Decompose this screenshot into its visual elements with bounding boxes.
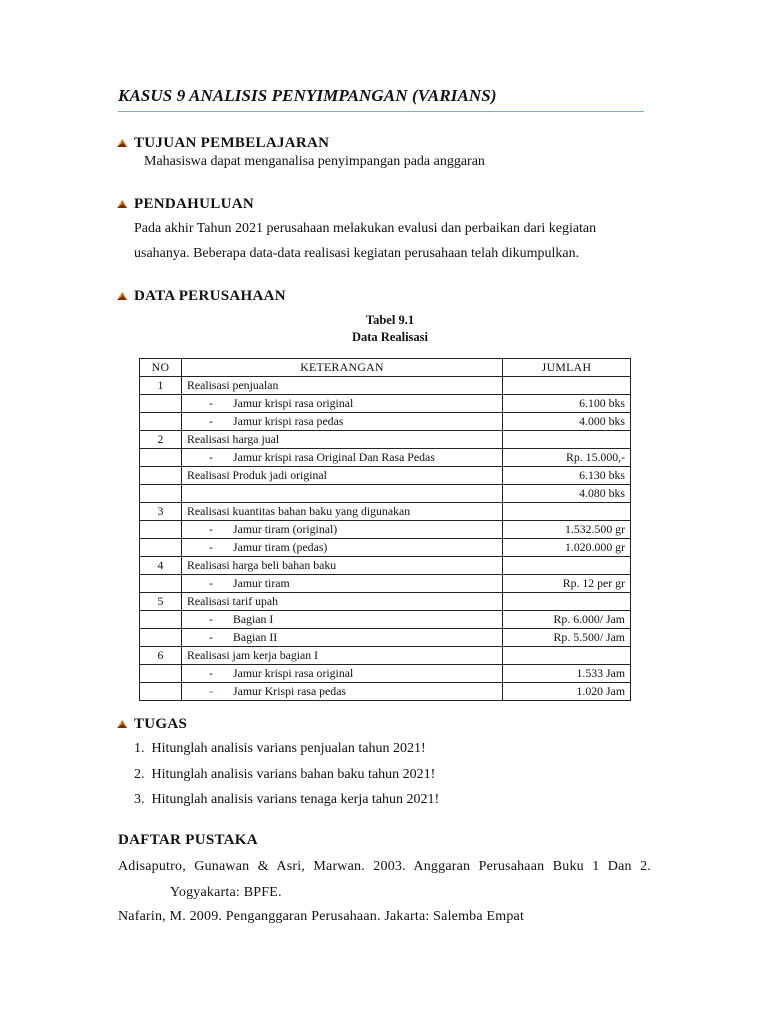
dash-marker: - [209,684,213,698]
pendahuluan-line-1: Pada akhir Tahun 2021 perusahaan melakukan evalusi dan perbaikan dari kegiatan [134,221,597,236]
cell-keterangan-text: Jamur tiram (original) [233,522,338,536]
cell-jumlah [503,647,631,665]
cell-keterangan [182,647,503,665]
triangle-bullet-icon [116,717,128,729]
cell-jumlah: 1.020.000 gr [503,539,631,557]
heading-pendahuluan-text: PENDAHULUAN [134,196,254,212]
cell-jumlah: 1.533 Jam [503,665,631,683]
table-row [140,557,631,575]
cell-keterangan-text: Jamur krispi rasa Original Dan Rasa Pedas [233,450,435,464]
table-row [140,611,631,629]
tugas-item-3: 3. Hitunglah analisis varians tenaga kerja tahun 2021! [134,792,440,807]
cell-no [140,449,182,467]
cell-jumlah: Rp. 5.500/ Jam [503,629,631,647]
cell-keterangan [182,593,503,611]
cell-jumlah: Rp. 12 per gr [503,575,631,593]
cell-jumlah: 1.020 Jam [503,683,631,701]
cell-no [140,575,182,593]
cell-jumlah: 4.080 bks [503,485,631,503]
reference-2: Nafarin, M. 2009. Penganggaran Perusahaan. Jakarta: Salemba Empat [118,909,525,924]
cell-keterangan [182,683,503,701]
cell-keterangan-text: Jamur tiram [233,576,290,590]
cell-jumlah [503,431,631,449]
dash-marker: - [209,576,213,590]
cell-keterangan [182,611,503,629]
table-row [140,683,631,701]
cell-keterangan-text: Realisasi jam kerja bagian I [187,648,319,662]
cell-jumlah: 1.532.500 gr [503,521,631,539]
cell-jumlah [503,593,631,611]
cell-no [140,629,182,647]
cell-no: 6 [140,647,182,665]
cell-keterangan-text: Realisasi tarif upah [187,594,279,608]
cell-keterangan-text: Bagian II [233,630,278,644]
cell-jumlah [503,503,631,521]
cell-no [140,395,182,413]
cell-keterangan [182,575,503,593]
cell-keterangan [182,377,503,395]
cell-jumlah: Rp. 15.000,- [503,449,631,467]
tujuan-text: Mahasiswa dapat menganalisa penyimpangan pada anggaran [144,154,485,169]
table-row [140,503,631,521]
cell-keterangan [182,629,503,647]
dash-marker: - [209,450,213,464]
table-row [140,647,631,665]
reference-1-line-1: Adisaputro, Gunawan & Asri, Marwan. 2003. Anggaran Perusahaan Buku 1 Dan 2. [118,859,651,874]
heading-tugas-text: TUGAS [134,716,188,732]
heading-daftar-pustaka: DAFTAR PUSTAKA [118,832,258,848]
heading-tujuan [116,135,329,152]
table-header-row [140,359,631,377]
tugas-item-2: 2. Hitunglah analisis varians bahan baku tahun 2021! [134,767,436,782]
tugas-item-3-text: Hitunglah analisis varians tenaga kerja tahun 2021! [151,792,440,807]
heading-data-perusahaan [116,288,286,305]
cell-keterangan [182,521,503,539]
dash-marker: - [209,522,213,536]
cell-no: 1 [140,377,182,395]
table-row [140,521,631,539]
dash-marker: - [209,414,213,428]
table-row [140,593,631,611]
table-row [140,377,631,395]
cell-keterangan-text: Jamur krispi rasa original [233,666,354,680]
header-keterangan: KETERANGAN [182,359,503,377]
cell-jumlah: Rp. 6.000/ Jam [503,611,631,629]
cell-keterangan-text: Realisasi harga jual [187,432,280,446]
cell-keterangan [182,449,503,467]
cell-keterangan-text: Bagian I [233,612,274,626]
table-row [140,413,631,431]
cell-keterangan-text: Realisasi Produk jadi original [187,468,327,482]
heading-tujuan-text: TUJUAN PEMBELAJARAN [134,135,330,151]
triangle-bullet-icon [116,136,128,148]
triangle-bullet-icon [116,289,128,301]
table-row [140,629,631,647]
cell-keterangan [182,503,503,521]
cell-keterangan [182,413,503,431]
table-row [140,449,631,467]
cell-no [140,467,182,485]
cell-jumlah: 4.000 bks [503,413,631,431]
cell-no [140,539,182,557]
cell-keterangan [182,395,503,413]
cell-no [140,611,182,629]
table-caption-title: Data Realisasi [351,330,429,344]
cell-keterangan [182,467,503,485]
data-realisasi-table [139,358,631,701]
table-row [140,431,631,449]
table-row [140,485,631,503]
table-row [140,575,631,593]
heading-pendahuluan [116,196,254,213]
cell-keterangan [182,557,503,575]
cell-jumlah [503,377,631,395]
table-row [140,539,631,557]
cell-keterangan-text: Realisasi penjualan [187,378,279,392]
cell-keterangan [182,485,503,503]
cell-no: 4 [140,557,182,575]
tugas-item-1-text: Hitunglah analisis varians penjualan tahun 2021! [151,741,426,756]
cell-keterangan-text: Realisasi harga beli bahan baku [187,558,337,572]
header-jumlah: JUMLAH [503,359,631,377]
cell-no [140,485,182,503]
title-underline [118,111,644,112]
cell-jumlah: 6.100 bks [503,395,631,413]
header-no: NO [140,359,182,377]
table-caption-number: Tabel 9.1 [365,313,415,327]
table-row [140,665,631,683]
dash-marker: - [209,666,213,680]
dash-marker: - [209,396,213,410]
pendahuluan-line-2: usahanya. Beberapa data-data realisasi kegiatan perusahaan telah dikumpulkan. [134,246,580,261]
heading-tugas [116,716,187,733]
cell-no: 5 [140,593,182,611]
table-row [140,467,631,485]
cell-no [140,413,182,431]
cell-keterangan-text: Jamur krispi rasa original [233,396,354,410]
cell-keterangan [182,539,503,557]
cell-keterangan [182,431,503,449]
cell-keterangan-text: Realisasi kuantitas bahan baku yang digunakan [187,504,411,518]
cell-jumlah: 6.130 bks [503,467,631,485]
cell-no: 3 [140,503,182,521]
document-title: KASUS 9 ANALISIS PENYIMPANGAN (VARIANS) [118,86,497,105]
cell-no: 2 [140,431,182,449]
dash-marker: - [209,540,213,554]
tugas-item-1: 1. Hitunglah analisis varians penjualan tahun 2021! [134,741,426,756]
triangle-bullet-icon [116,197,128,209]
cell-keterangan-text: Jamur tiram (pedas) [233,540,328,554]
cell-jumlah [503,557,631,575]
heading-data-text: DATA PERUSAHAAN [134,288,286,304]
cell-no [140,683,182,701]
reference-1-line-2: Yogyakarta: BPFE. [170,885,282,900]
cell-no [140,665,182,683]
cell-keterangan-text: Jamur Krispi rasa pedas [233,684,347,698]
cell-keterangan-text: Jamur krispi rasa pedas [233,414,344,428]
dash-marker: - [209,612,213,626]
table-row [140,395,631,413]
cell-keterangan [182,665,503,683]
dash-marker: - [209,630,213,644]
tugas-item-2-text: Hitunglah analisis varians bahan baku tahun 2021! [151,767,436,782]
cell-no [140,521,182,539]
